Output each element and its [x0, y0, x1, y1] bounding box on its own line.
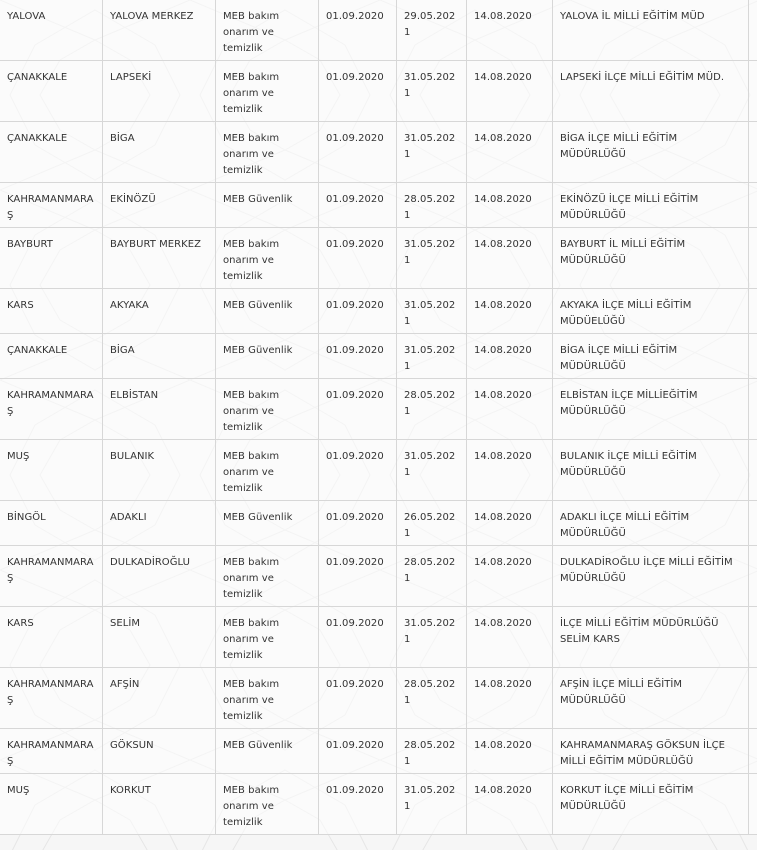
institution-cell: ELBİSTAN İLÇE MİLLİEĞİTİM MÜDÜRLÜĞÜ: [553, 379, 749, 440]
trailing-cell: [749, 607, 757, 668]
project-cell: MEB bakım onarım ve temizlik: [216, 61, 319, 122]
deadline-cell: 14.08.2020: [467, 546, 553, 607]
deadline-cell: 14.08.2020: [467, 228, 553, 289]
project-cell: MEB bakım onarım ve temizlik: [216, 228, 319, 289]
start-date-cell: 01.09.2020: [319, 440, 397, 501]
trailing-cell: [749, 334, 757, 379]
deadline-cell: 14.08.2020: [467, 334, 553, 379]
start-date-cell: 01.09.2020: [319, 183, 397, 228]
deadline-cell: 14.08.2020: [467, 774, 553, 835]
district-cell: BİGA: [103, 334, 216, 379]
trailing-cell: [749, 0, 757, 61]
table-row: [0, 334, 757, 379]
district-cell: GÖKSUN: [103, 729, 216, 774]
trailing-cell: [749, 501, 757, 546]
end-date-cell: 31.05.2021: [397, 61, 467, 122]
district-cell: SELİM: [103, 607, 216, 668]
start-date-cell: 01.09.2020: [319, 501, 397, 546]
table-row: [0, 0, 757, 61]
province-cell: KAHRAMANMARAŞ: [0, 668, 103, 729]
table-row: [0, 61, 757, 122]
project-cell: MEB bakım onarım ve temizlik: [216, 668, 319, 729]
trailing-cell: [749, 668, 757, 729]
institution-cell: BAYBURT İL MİLLİ EĞİTİM MÜDÜRLÜĞÜ: [553, 228, 749, 289]
end-date-cell: 28.05.2021: [397, 546, 467, 607]
province-cell: KAHRAMANMARAŞ: [0, 379, 103, 440]
table-row: [0, 228, 757, 289]
project-cell: MEB Güvenlik: [216, 334, 319, 379]
province-cell: KAHRAMANMARAŞ: [0, 546, 103, 607]
start-date-cell: 01.09.2020: [319, 546, 397, 607]
start-date-cell: 01.09.2020: [319, 729, 397, 774]
province-cell: ÇANAKKALE: [0, 334, 103, 379]
deadline-cell: 14.08.2020: [467, 183, 553, 228]
end-date-cell: 26.05.2021: [397, 501, 467, 546]
start-date-cell: 01.09.2020: [319, 289, 397, 334]
district-cell: YALOVA MERKEZ: [103, 0, 216, 61]
end-date-cell: 31.05.2021: [397, 774, 467, 835]
institution-cell: BİGA İLÇE MİLLİ EĞİTİM MÜDÜRLÜĞÜ: [553, 334, 749, 379]
institution-cell: ADAKLI İLÇE MİLLİ EĞİTİM MÜDÜRLÜĞÜ: [553, 501, 749, 546]
trailing-cell: [749, 183, 757, 228]
table-row: [0, 607, 757, 668]
project-cell: MEB bakım onarım ve temizlik: [216, 122, 319, 183]
district-cell: DULKADİROĞLU: [103, 546, 216, 607]
end-date-cell: 28.05.2021: [397, 183, 467, 228]
district-cell: KORKUT: [103, 774, 216, 835]
district-cell: LAPSEKİ: [103, 61, 216, 122]
district-cell: BULANIK: [103, 440, 216, 501]
province-cell: ÇANAKKALE: [0, 61, 103, 122]
start-date-cell: 01.09.2020: [319, 0, 397, 61]
project-cell: MEB bakım onarım ve temizlik: [216, 607, 319, 668]
table-row: [0, 289, 757, 334]
trailing-cell: [749, 289, 757, 334]
deadline-cell: 14.08.2020: [467, 501, 553, 546]
district-cell: AFŞİN: [103, 668, 216, 729]
deadline-cell: 14.08.2020: [467, 607, 553, 668]
end-date-cell: 28.05.2021: [397, 668, 467, 729]
province-cell: MUŞ: [0, 774, 103, 835]
table-row: [0, 183, 757, 228]
deadline-cell: 14.08.2020: [467, 440, 553, 501]
table-row: [0, 501, 757, 546]
trailing-cell: [749, 61, 757, 122]
start-date-cell: 01.09.2020: [319, 774, 397, 835]
institution-cell: KAHRAMANMARAŞ GÖKSUN İLÇE MİLLİ EĞİTİM MÜDÜRLÜĞÜ: [553, 729, 749, 774]
project-cell: MEB bakım onarım ve temizlik: [216, 440, 319, 501]
start-date-cell: 01.09.2020: [319, 607, 397, 668]
institution-cell: BİGA İLÇE MİLLİ EĞİTİM MÜDÜRLÜĞÜ: [553, 122, 749, 183]
start-date-cell: 01.09.2020: [319, 122, 397, 183]
project-cell: MEB Güvenlik: [216, 501, 319, 546]
province-cell: ÇANAKKALE: [0, 122, 103, 183]
deadline-cell: 14.08.2020: [467, 668, 553, 729]
province-cell: BAYBURT: [0, 228, 103, 289]
trailing-cell: [749, 546, 757, 607]
institution-cell: BULANIK İLÇE MİLLİ EĞİTİM MÜDÜRLÜĞÜ: [553, 440, 749, 501]
table-row: [0, 379, 757, 440]
end-date-cell: 31.05.2021: [397, 334, 467, 379]
institution-cell: AKYAKA İLÇE MİLLİ EĞİTİM MÜDÜELÜĞÜ: [553, 289, 749, 334]
institution-cell: EKİNÖZÜ İLÇE MİLLİ EĞİTİM MÜDÜRLÜĞÜ: [553, 183, 749, 228]
project-cell: MEB Güvenlik: [216, 289, 319, 334]
institution-cell: KORKUT İLÇE MİLLİ EĞİTİM MÜDÜRLÜĞÜ: [553, 774, 749, 835]
project-cell: MEB bakım onarım ve temizlik: [216, 774, 319, 835]
project-cell: MEB bakım onarım ve temizlik: [216, 0, 319, 61]
district-cell: EKİNÖZÜ: [103, 183, 216, 228]
province-cell: BİNGÖL: [0, 501, 103, 546]
province-cell: KAHRAMANMARAŞ: [0, 183, 103, 228]
table-row: [0, 668, 757, 729]
table-row: [0, 122, 757, 183]
province-cell: KARS: [0, 607, 103, 668]
end-date-cell: 28.05.2021: [397, 379, 467, 440]
start-date-cell: 01.09.2020: [319, 228, 397, 289]
project-cell: MEB Güvenlik: [216, 729, 319, 774]
deadline-cell: 14.08.2020: [467, 379, 553, 440]
end-date-cell: 31.05.2021: [397, 607, 467, 668]
institution-cell: YALOVA İL MİLLİ EĞİTİM MÜD: [553, 0, 749, 61]
table-row: [0, 546, 757, 607]
table-row: [0, 774, 757, 835]
end-date-cell: 28.05.2021: [397, 729, 467, 774]
trailing-cell: [749, 228, 757, 289]
project-cell: MEB bakım onarım ve temizlik: [216, 379, 319, 440]
deadline-cell: 14.08.2020: [467, 122, 553, 183]
district-cell: BİGA: [103, 122, 216, 183]
start-date-cell: 01.09.2020: [319, 334, 397, 379]
province-cell: KAHRAMANMARAŞ: [0, 729, 103, 774]
project-cell: MEB Güvenlik: [216, 183, 319, 228]
trailing-cell: [749, 440, 757, 501]
district-cell: AKYAKA: [103, 289, 216, 334]
end-date-cell: 31.05.2021: [397, 289, 467, 334]
institution-cell: LAPSEKİ İLÇE MİLLİ EĞİTİM MÜD.: [553, 61, 749, 122]
table-row: [0, 440, 757, 501]
project-cell: MEB bakım onarım ve temizlik: [216, 546, 319, 607]
deadline-cell: 14.08.2020: [467, 289, 553, 334]
district-cell: ADAKLI: [103, 501, 216, 546]
institution-cell: DULKADİROĞLU İLÇE MİLLİ EĞİTİM MÜDÜRLÜĞÜ: [553, 546, 749, 607]
district-cell: BAYBURT MERKEZ: [103, 228, 216, 289]
province-cell: KARS: [0, 289, 103, 334]
trailing-cell: [749, 729, 757, 774]
institution-cell: AFŞİN İLÇE MİLLİ EĞİTİM MÜDÜRLÜĞÜ: [553, 668, 749, 729]
end-date-cell: 31.05.2021: [397, 228, 467, 289]
trailing-cell: [749, 122, 757, 183]
table-row: [0, 729, 757, 774]
end-date-cell: 31.05.2021: [397, 440, 467, 501]
deadline-cell: 14.08.2020: [467, 61, 553, 122]
trailing-cell: [749, 379, 757, 440]
end-date-cell: 31.05.2021: [397, 122, 467, 183]
start-date-cell: 01.09.2020: [319, 668, 397, 729]
start-date-cell: 01.09.2020: [319, 379, 397, 440]
deadline-cell: 14.08.2020: [467, 0, 553, 61]
trailing-cell: [749, 774, 757, 835]
province-cell: YALOVA: [0, 0, 103, 61]
institution-cell: İLÇE MİLLİ EĞİTİM MÜDÜRLÜĞÜ SELİM KARS: [553, 607, 749, 668]
start-date-cell: 01.09.2020: [319, 61, 397, 122]
end-date-cell: 29.05.2021: [397, 0, 467, 61]
deadline-cell: 14.08.2020: [467, 729, 553, 774]
province-cell: MUŞ: [0, 440, 103, 501]
district-cell: ELBİSTAN: [103, 379, 216, 440]
